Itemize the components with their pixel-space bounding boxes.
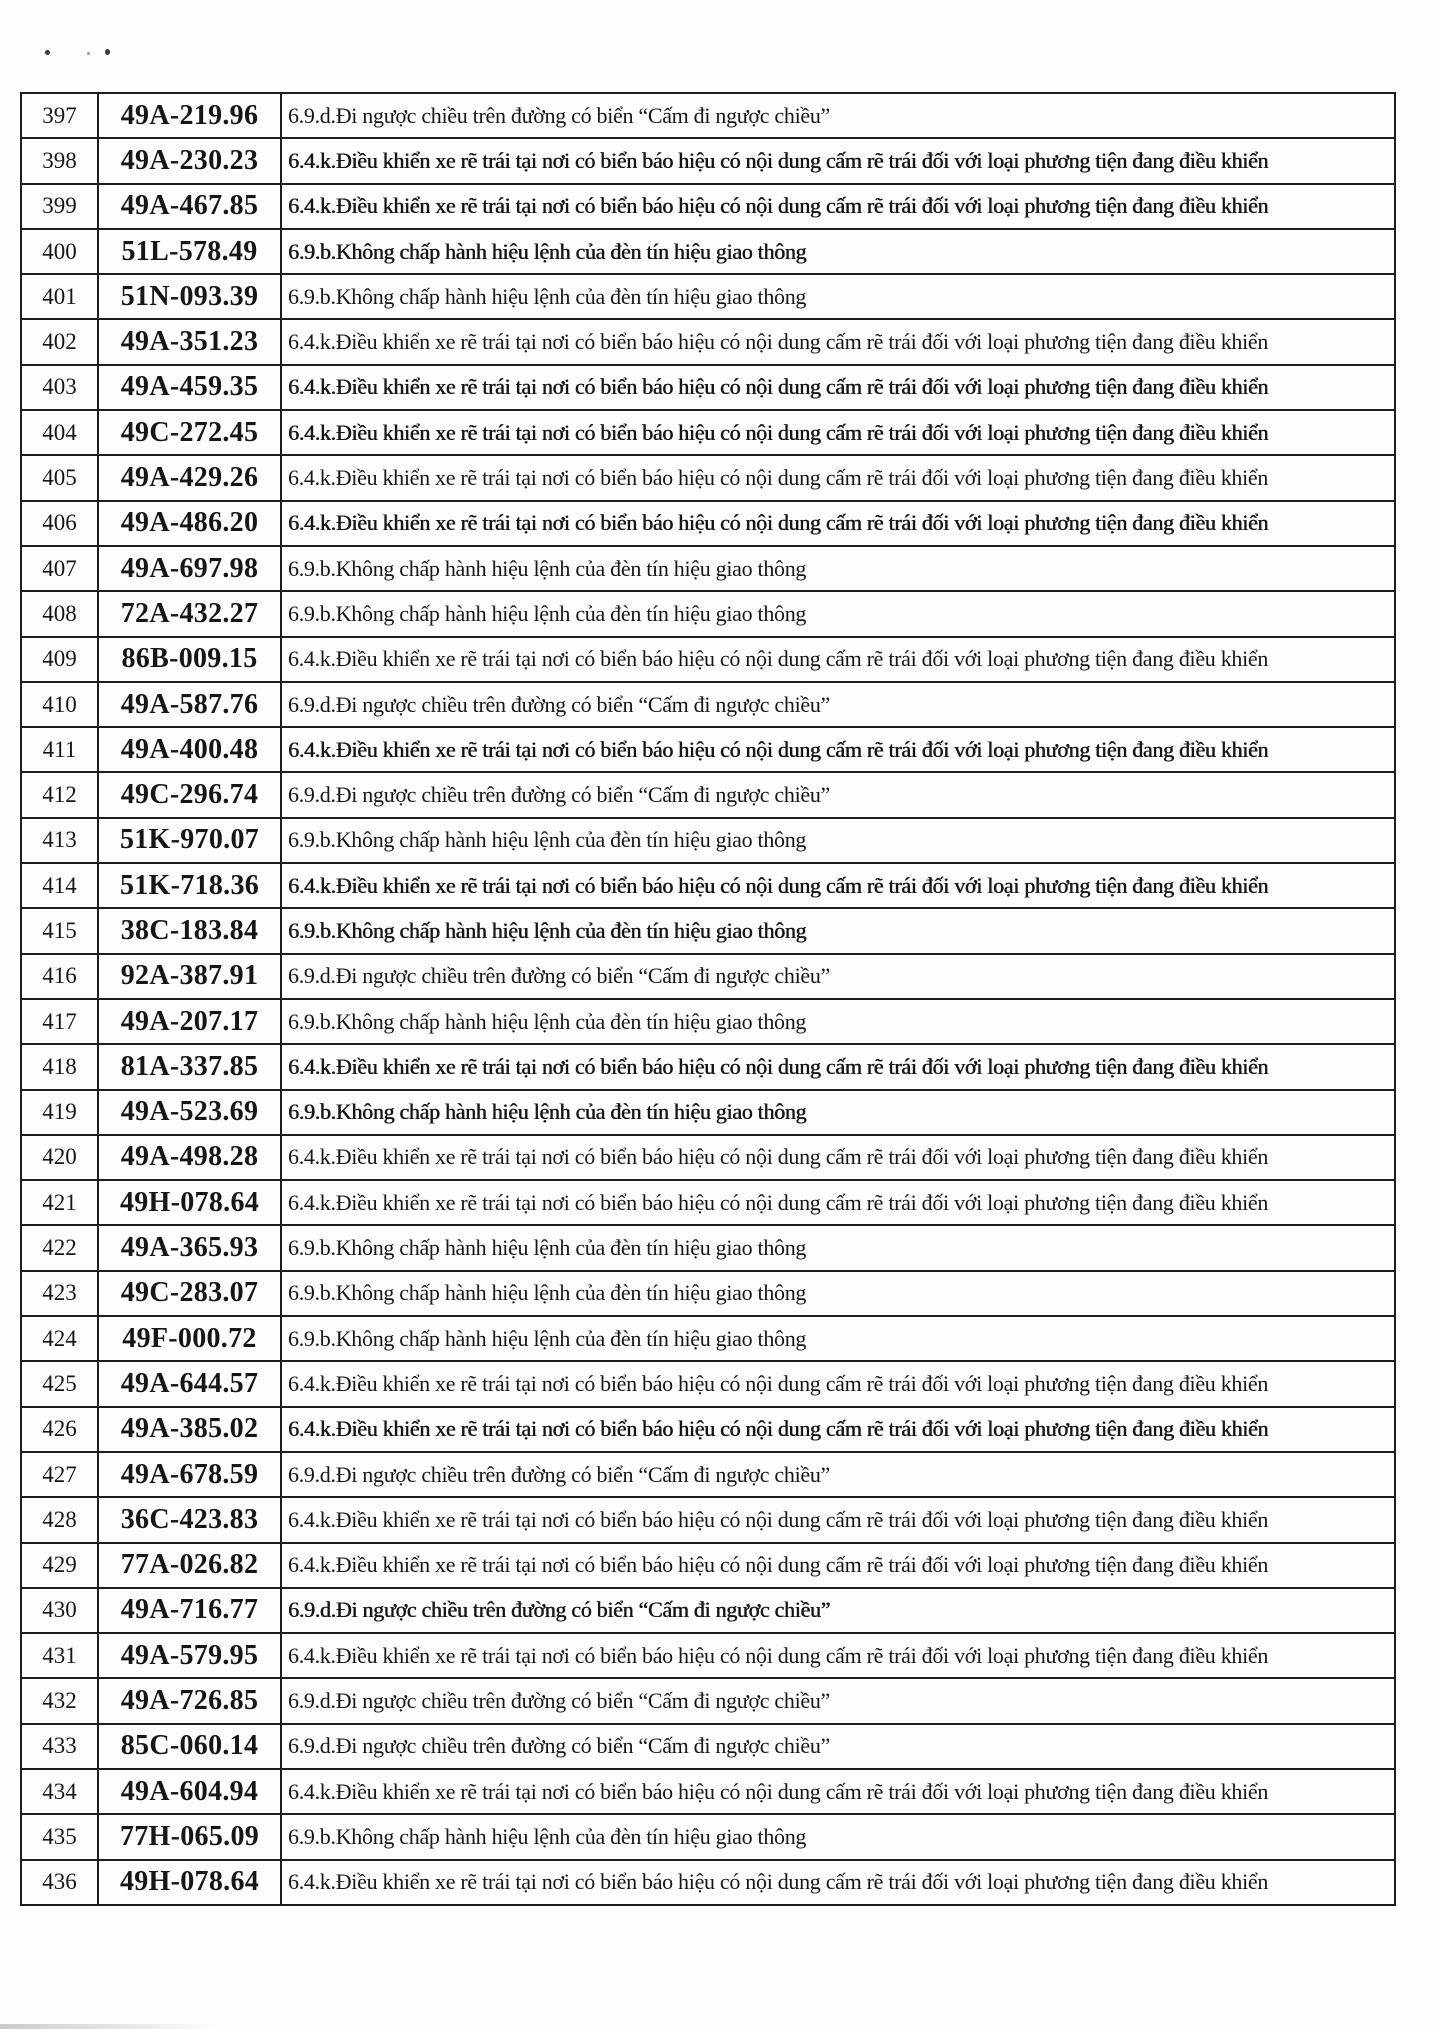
row-number-cell: 400 bbox=[22, 230, 99, 273]
row-number-cell: 410 bbox=[22, 683, 99, 726]
row-number-cell: 436 bbox=[22, 1861, 99, 1904]
row-number-cell: 411 bbox=[22, 728, 99, 771]
license-plate-cell: 49H-078.64 bbox=[99, 1861, 282, 1904]
table-row bbox=[22, 1725, 1394, 1770]
table-row bbox=[22, 1815, 1394, 1860]
violation-description-cell: 6.9.b.Không chấp hành hiệu lệnh của đèn tín hiệu giao thông bbox=[288, 1008, 807, 1034]
row-number-cell: 404 bbox=[22, 411, 99, 454]
license-plate-cell: 86B-009.15 bbox=[99, 638, 282, 681]
license-plate-cell: 49A-644.57 bbox=[99, 1362, 282, 1405]
violation-description-cell: 6.4.k.Điều khiển xe rẽ trái tại nơi có biển báo hiệu có nội dung cấm rẽ trái đối với loại phương tiện đang điều khiển bbox=[288, 872, 1269, 898]
table-row bbox=[22, 1045, 1394, 1090]
violation-description-cell: 6.4.k.Điều khiển xe rẽ trái tại nơi có biển báo hiệu có nội dung cấm rẽ trái đối với loại phương tiện đang điều khiển bbox=[288, 510, 1269, 536]
license-plate-cell: 51N-093.39 bbox=[99, 275, 282, 318]
violation-description-cell: 6.9.d.Đi ngược chiều trên đường có biển “Cấm đi ngược chiều” bbox=[288, 963, 831, 989]
row-number-cell: 430 bbox=[22, 1589, 99, 1632]
row-number-cell: 434 bbox=[22, 1770, 99, 1813]
row-number-cell: 401 bbox=[22, 275, 99, 318]
violation-description-cell: 6.9.b.Không chấp hành hiệu lệnh của đèn tín hiệu giao thông bbox=[288, 1823, 807, 1849]
table-row bbox=[22, 819, 1394, 864]
row-number-cell: 433 bbox=[22, 1725, 99, 1768]
violation-description-cell: 6.4.k.Điều khiển xe rẽ trái tại nơi có biển báo hiệu có nội dung cấm rẽ trái đối với loại phương tiện đang điều khiển bbox=[288, 736, 1269, 762]
license-plate-cell: 77A-026.82 bbox=[99, 1544, 282, 1587]
violation-description-cell: 6.4.k.Điều khiển xe rẽ trái tại nơi có biển báo hiệu có nội dung cấm rẽ trái đối với loại phương tiện đang điều khiển bbox=[288, 1053, 1269, 1079]
license-plate-cell: 49A-207.17 bbox=[99, 1000, 282, 1043]
scan-artifact-dot bbox=[105, 49, 110, 55]
license-plate-cell: 49A-467.85 bbox=[99, 185, 282, 228]
row-number-cell: 429 bbox=[22, 1544, 99, 1587]
violation-description-cell: 6.9.d.Đi ngược chiều trên đường có biển “Cấm đi ngược chiều” bbox=[288, 1688, 831, 1714]
table-row bbox=[22, 773, 1394, 818]
table-row bbox=[22, 320, 1394, 365]
row-number-cell: 406 bbox=[22, 502, 99, 545]
row-number-cell: 414 bbox=[22, 864, 99, 907]
license-plate-cell: 49C-272.45 bbox=[99, 411, 282, 454]
violation-description-cell: 6.4.k.Điều khiển xe rẽ trái tại nơi có biển báo hiệu có nội dung cấm rẽ trái đối với loại phương tiện đang điều khiển bbox=[288, 1552, 1269, 1578]
traffic-violations-table bbox=[20, 92, 1396, 1906]
license-plate-cell: 38C-183.84 bbox=[99, 909, 282, 952]
violation-description-cell: 6.9.b.Không chấp hành hiệu lệnh của đèn tín hiệu giao thông bbox=[288, 600, 807, 626]
license-plate-cell: 51K-970.07 bbox=[99, 819, 282, 862]
table-row bbox=[22, 864, 1394, 909]
row-number-cell: 412 bbox=[22, 773, 99, 816]
license-plate-cell: 49F-000.72 bbox=[99, 1317, 282, 1360]
row-number-cell: 427 bbox=[22, 1453, 99, 1496]
license-plate-cell: 49A-486.20 bbox=[99, 502, 282, 545]
row-number-cell: 407 bbox=[22, 547, 99, 590]
violation-description-cell: 6.4.k.Điều khiển xe rẽ trái tại nơi có biển báo hiệu có nội dung cấm rẽ trái đối với loại phương tiện đang điều khiển bbox=[288, 465, 1269, 491]
table-row bbox=[22, 411, 1394, 456]
violation-description-cell: 6.4.k.Điều khiển xe rẽ trái tại nơi có biển báo hiệu có nội dung cấm rẽ trái đối với loại phương tiện đang điều khiển bbox=[288, 419, 1269, 445]
license-plate-cell: 49A-400.48 bbox=[99, 728, 282, 771]
license-plate-cell: 49H-078.64 bbox=[99, 1181, 282, 1224]
row-number-cell: 428 bbox=[22, 1498, 99, 1541]
table-row bbox=[22, 638, 1394, 683]
violation-description-cell: 6.4.k.Điều khiển xe rẽ trái tại nơi có biển báo hiệu có nội dung cấm rẽ trái đối với loại phương tiện đang điều khiển bbox=[288, 1144, 1269, 1170]
table-row bbox=[22, 592, 1394, 637]
table-row bbox=[22, 1091, 1394, 1136]
row-number-cell: 435 bbox=[22, 1815, 99, 1858]
violation-description-cell: 6.9.b.Không chấp hành hiệu lệnh của đèn tín hiệu giao thông bbox=[288, 917, 807, 943]
table-row bbox=[22, 185, 1394, 230]
license-plate-cell: 49A-385.02 bbox=[99, 1408, 282, 1451]
violation-description-cell: 6.4.k.Điều khiển xe rẽ trái tại nơi có biển báo hiệu có nội dung cấm rẽ trái đối với loại phương tiện đang điều khiển bbox=[288, 147, 1269, 173]
row-number-cell: 413 bbox=[22, 819, 99, 862]
license-plate-cell: 51L-578.49 bbox=[99, 230, 282, 273]
license-plate-cell: 49A-678.59 bbox=[99, 1453, 282, 1496]
table-row bbox=[22, 1679, 1394, 1724]
row-number-cell: 425 bbox=[22, 1362, 99, 1405]
row-number-cell: 422 bbox=[22, 1226, 99, 1269]
violation-description-cell: 6.4.k.Điều khiển xe rẽ trái tại nơi có biển báo hiệu có nội dung cấm rẽ trái đối với loại phương tiện đang điều khiển bbox=[288, 193, 1269, 219]
scan-artifact-dot bbox=[45, 50, 50, 55]
table-row bbox=[22, 230, 1394, 275]
license-plate-cell: 49A-429.26 bbox=[99, 456, 282, 499]
license-plate-cell: 49A-523.69 bbox=[99, 1091, 282, 1134]
table-row bbox=[22, 909, 1394, 954]
violation-description-cell: 6.4.k.Điều khiển xe rẽ trái tại nơi có biển báo hiệu có nội dung cấm rẽ trái đối với loại phương tiện đang điều khiển bbox=[288, 1778, 1269, 1804]
table-row bbox=[22, 1408, 1394, 1453]
violation-description-cell: 6.9.b.Không chấp hành hiệu lệnh của đèn tín hiệu giao thông bbox=[288, 1235, 807, 1261]
scan-artifact-dot bbox=[87, 52, 90, 55]
table-row bbox=[22, 456, 1394, 501]
row-number-cell: 421 bbox=[22, 1181, 99, 1224]
table-row bbox=[22, 275, 1394, 320]
license-plate-cell: 49A-716.77 bbox=[99, 1589, 282, 1632]
violation-description-cell: 6.4.k.Điều khiển xe rẽ trái tại nơi có biển báo hiệu có nội dung cấm rẽ trái đối với loại phương tiện đang điều khiển bbox=[288, 1506, 1269, 1532]
violation-description-cell: 6.9.b.Không chấp hành hiệu lệnh của đèn tín hiệu giao thông bbox=[288, 1325, 807, 1351]
violation-description-cell: 6.9.b.Không chấp hành hiệu lệnh của đèn tín hiệu giao thông bbox=[288, 1099, 807, 1125]
row-number-cell: 431 bbox=[22, 1634, 99, 1677]
license-plate-cell: 51K-718.36 bbox=[99, 864, 282, 907]
table-row bbox=[22, 1000, 1394, 1045]
row-number-cell: 399 bbox=[22, 185, 99, 228]
license-plate-cell: 49A-219.96 bbox=[99, 94, 282, 137]
violation-description-cell: 6.9.b.Không chấp hành hiệu lệnh của đèn tín hiệu giao thông bbox=[288, 238, 807, 264]
table-row bbox=[22, 502, 1394, 547]
license-plate-cell: 49A-230.23 bbox=[99, 139, 282, 182]
table-row bbox=[22, 1317, 1394, 1362]
license-plate-cell: 49A-459.35 bbox=[99, 366, 282, 409]
table-row bbox=[22, 955, 1394, 1000]
table-row bbox=[22, 1589, 1394, 1634]
table-row bbox=[22, 366, 1394, 411]
violation-description-cell: 6.9.d.Đi ngược chiều trên đường có biển “Cấm đi ngược chiều” bbox=[288, 782, 831, 808]
table-row bbox=[22, 1770, 1394, 1815]
row-number-cell: 426 bbox=[22, 1408, 99, 1451]
license-plate-cell: 77H-065.09 bbox=[99, 1815, 282, 1858]
table-row bbox=[22, 1498, 1394, 1543]
row-number-cell: 409 bbox=[22, 638, 99, 681]
violation-description-cell: 6.4.k.Điều khiển xe rẽ trái tại nơi có biển báo hiệu có nội dung cấm rẽ trái đối với loại phương tiện đang điều khiển bbox=[288, 646, 1269, 672]
license-plate-cell: 49C-296.74 bbox=[99, 773, 282, 816]
row-number-cell: 402 bbox=[22, 320, 99, 363]
violation-description-cell: 6.9.b.Không chấp hành hiệu lệnh của đèn tín hiệu giao thông bbox=[288, 283, 807, 309]
table-row bbox=[22, 1136, 1394, 1181]
license-plate-cell: 49A-498.28 bbox=[99, 1136, 282, 1179]
violation-description-cell: 6.4.k.Điều khiển xe rẽ trái tại nơi có biển báo hiệu có nội dung cấm rẽ trái đối với loại phương tiện đang điều khiển bbox=[288, 374, 1269, 400]
license-plate-cell: 36C-423.83 bbox=[99, 1498, 282, 1541]
license-plate-cell: 49C-283.07 bbox=[99, 1272, 282, 1315]
violation-description-cell: 6.4.k.Điều khiển xe rẽ trái tại nơi có biển báo hiệu có nội dung cấm rẽ trái đối với loại phương tiện đang điều khiển bbox=[288, 329, 1269, 355]
row-number-cell: 420 bbox=[22, 1136, 99, 1179]
license-plate-cell: 49A-604.94 bbox=[99, 1770, 282, 1813]
row-number-cell: 418 bbox=[22, 1045, 99, 1088]
row-number-cell: 403 bbox=[22, 366, 99, 409]
license-plate-cell: 49A-351.23 bbox=[99, 320, 282, 363]
table-row bbox=[22, 139, 1394, 184]
license-plate-cell: 49A-365.93 bbox=[99, 1226, 282, 1269]
table-row bbox=[22, 1272, 1394, 1317]
violation-description-cell: 6.9.d.Đi ngược chiều trên đường có biển “Cấm đi ngược chiều” bbox=[288, 1461, 831, 1487]
table-row bbox=[22, 1861, 1394, 1904]
scan-artifact-smear bbox=[0, 2024, 218, 2029]
table-row bbox=[22, 1453, 1394, 1498]
license-plate-cell: 81A-337.85 bbox=[99, 1045, 282, 1088]
table-row bbox=[22, 1226, 1394, 1271]
violation-description-cell: 6.4.k.Điều khiển xe rẽ trái tại nơi có biển báo hiệu có nội dung cấm rẽ trái đối với loại phương tiện đang điều khiển bbox=[288, 1869, 1269, 1895]
row-number-cell: 398 bbox=[22, 139, 99, 182]
table-row bbox=[22, 1634, 1394, 1679]
row-number-cell: 423 bbox=[22, 1272, 99, 1315]
violation-description-cell: 6.4.k.Điều khiển xe rẽ trái tại nơi có biển báo hiệu có nội dung cấm rẽ trái đối với loại phương tiện đang điều khiển bbox=[288, 1642, 1269, 1668]
violation-description-cell: 6.9.d.Đi ngược chiều trên đường có biển “Cấm đi ngược chiều” bbox=[288, 1733, 831, 1759]
table-row bbox=[22, 94, 1394, 139]
violation-description-cell: 6.9.d.Đi ngược chiều trên đường có biển “Cấm đi ngược chiều” bbox=[288, 102, 831, 128]
violation-description-cell: 6.4.k.Điều khiển xe rẽ trái tại nơi có biển báo hiệu có nội dung cấm rẽ trái đối với loại phương tiện đang điều khiển bbox=[288, 1416, 1269, 1442]
violation-description-cell: 6.9.b.Không chấp hành hiệu lệnh của đèn tín hiệu giao thông bbox=[288, 827, 807, 853]
license-plate-cell: 92A-387.91 bbox=[99, 955, 282, 998]
row-number-cell: 424 bbox=[22, 1317, 99, 1360]
violation-description-cell: 6.9.b.Không chấp hành hiệu lệnh của đèn tín hiệu giao thông bbox=[288, 1280, 807, 1306]
row-number-cell: 397 bbox=[22, 94, 99, 137]
row-number-cell: 419 bbox=[22, 1091, 99, 1134]
table-row bbox=[22, 683, 1394, 728]
row-number-cell: 405 bbox=[22, 456, 99, 499]
license-plate-cell: 49A-697.98 bbox=[99, 547, 282, 590]
license-plate-cell: 49A-587.76 bbox=[99, 683, 282, 726]
violation-description-cell: 6.9.d.Đi ngược chiều trên đường có biển “Cấm đi ngược chiều” bbox=[288, 691, 831, 717]
license-plate-cell: 49A-726.85 bbox=[99, 1679, 282, 1722]
row-number-cell: 408 bbox=[22, 592, 99, 635]
row-number-cell: 432 bbox=[22, 1679, 99, 1722]
violation-description-cell: 6.4.k.Điều khiển xe rẽ trái tại nơi có biển báo hiệu có nội dung cấm rẽ trái đối với loại phương tiện đang điều khiển bbox=[288, 1370, 1269, 1396]
table-row bbox=[22, 1181, 1394, 1226]
row-number-cell: 417 bbox=[22, 1000, 99, 1043]
violation-description-cell: 6.9.d.Đi ngược chiều trên đường có biển “Cấm đi ngược chiều” bbox=[288, 1597, 831, 1623]
table-row bbox=[22, 1544, 1394, 1589]
violation-description-cell: 6.4.k.Điều khiển xe rẽ trái tại nơi có biển báo hiệu có nội dung cấm rẽ trái đối với loại phương tiện đang điều khiển bbox=[288, 1189, 1269, 1215]
license-plate-cell: 49A-579.95 bbox=[99, 1634, 282, 1677]
row-number-cell: 416 bbox=[22, 955, 99, 998]
violation-description-cell: 6.9.b.Không chấp hành hiệu lệnh của đèn tín hiệu giao thông bbox=[288, 555, 807, 581]
license-plate-cell: 85C-060.14 bbox=[99, 1725, 282, 1768]
license-plate-cell: 72A-432.27 bbox=[99, 592, 282, 635]
table-row bbox=[22, 547, 1394, 592]
table-row bbox=[22, 1362, 1394, 1407]
table-row bbox=[22, 728, 1394, 773]
row-number-cell: 415 bbox=[22, 909, 99, 952]
